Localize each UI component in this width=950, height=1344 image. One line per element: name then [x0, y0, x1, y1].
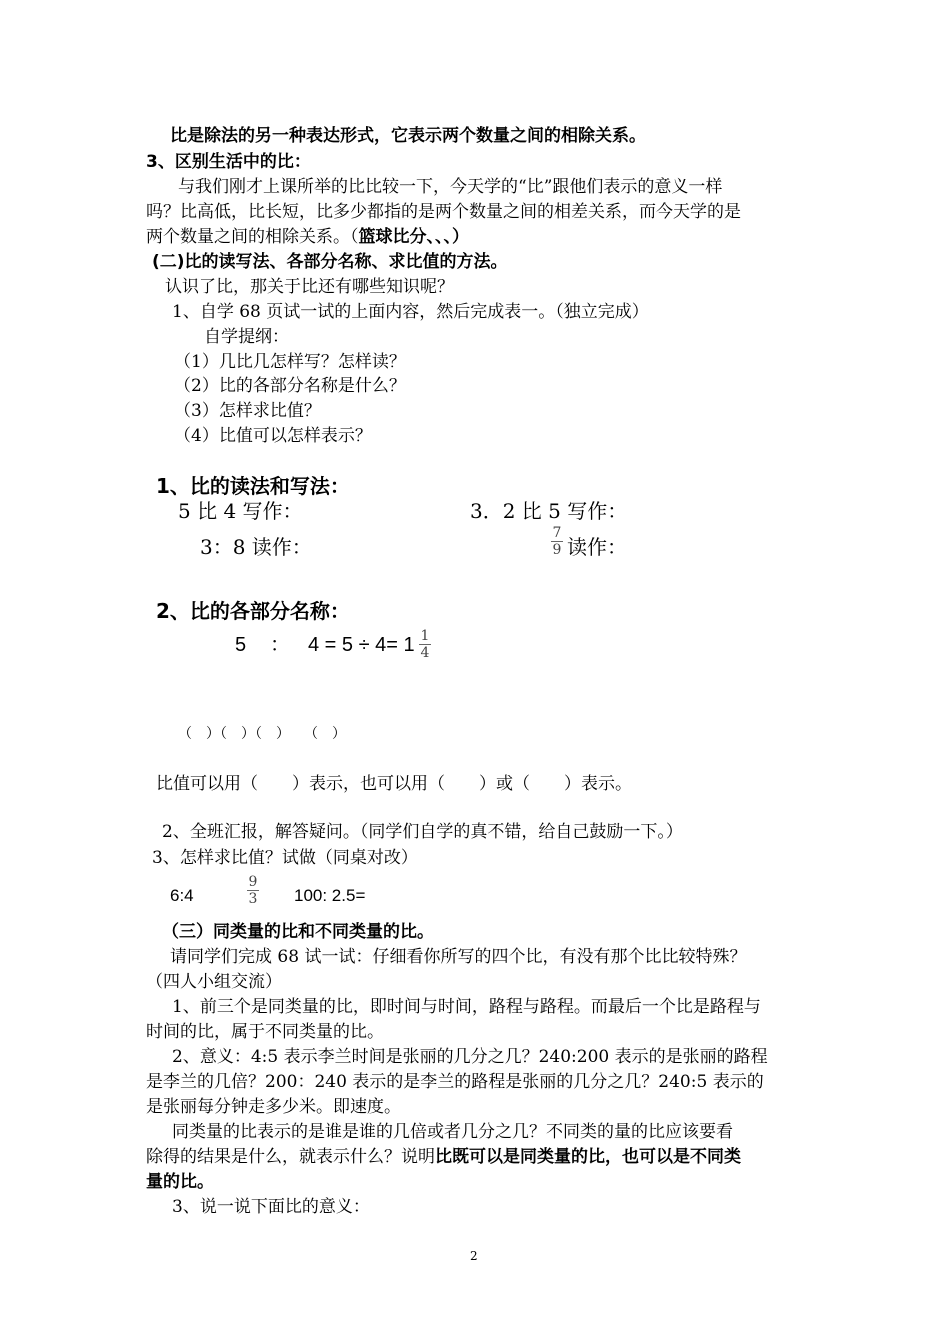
- text-line: 同类量的比表示的是谁是谁的几倍或者几分之几？不同类的量的比应该要看: [172, 1122, 733, 1142]
- equation-text: 4 = 5 ÷ 4= 1: [308, 634, 415, 656]
- section-heading: 3、区别生活中的比：: [146, 152, 311, 172]
- text-line: （4）比值可以怎样表示？: [174, 426, 372, 446]
- text-line: 与我们刚才上课所举的比比较一下，今天学的“比”跟他们表示的意义一样: [178, 177, 723, 197]
- fraction-denominator: 9: [552, 542, 562, 558]
- fraction-seven-ninths: [549, 525, 565, 558]
- text-line: 3、怎样求比值？试做（同桌对改）: [152, 848, 418, 868]
- text-line: 3、说一说下面比的意义：: [172, 1197, 370, 1217]
- text-line: 请同学们完成 68 试一试：仔细看你所写的四个比，有没有那个比比较特殊？: [170, 947, 747, 967]
- text-line: 比值可以用（ ）表示，也可以用（ ）或（ ）表示。: [156, 774, 632, 794]
- text-line: 比是除法的另一种表达形式，它表示两个数量之间的相除关系。: [170, 126, 646, 146]
- section-heading: 1、比的读法和写法：: [156, 474, 350, 498]
- equation-term: 5: [235, 634, 247, 656]
- equation-colon: ：: [270, 634, 290, 656]
- fraction-denominator: 3: [248, 891, 258, 907]
- text-line: 2、全班汇报，解答疑问。（同学们自学的真不错，给自己鼓励一下。）: [162, 822, 683, 842]
- text-line: （3）怎样求比值？: [174, 401, 321, 421]
- text-line: 3．2 比 5 写作：: [470, 499, 628, 523]
- text-line: 读作：: [567, 535, 627, 559]
- text-line: 3：8 读作：: [200, 535, 312, 559]
- text-line: 是李兰的几倍？200：240 表示的是李兰的路程是张丽的几分之几？240:5 表示的: [146, 1072, 764, 1092]
- text-line: 是张丽每分钟走多少米。即速度。: [146, 1097, 401, 1117]
- exercise-item: 6:4: [170, 886, 194, 905]
- fraction-nine-thirds: [246, 874, 260, 907]
- page-number: 2: [470, 1249, 478, 1263]
- text-line: 5 比 4 写作：: [178, 499, 303, 523]
- text-fragment: 除得的结果是什么，就表示什么？说明: [146, 1147, 435, 1167]
- text-line: 1、前三个是同类量的比，即时间与时间，路程与路程。而最后一个比是路程与: [172, 997, 761, 1017]
- text-line: （2）比的各部分名称是什么？: [174, 376, 406, 396]
- text-fragment: 两个数量之间的相除关系。（: [146, 227, 359, 247]
- text-line: [146, 1145, 741, 1169]
- section-heading: （三）同类量的比和不同类量的比。: [162, 922, 434, 942]
- text-bold-fragment: 篮球比分、、、）: [358, 227, 469, 247]
- text-line: 1、自学 68 页试一试的上面内容，然后完成表一。（独立完成）: [172, 302, 649, 322]
- blank-brackets: （ ）（ ）（ ） （ ）: [178, 726, 346, 742]
- text-line: 吗？比高低，比长短，比多少都指的是两个数量之间的相差关系，而今天学的是: [146, 202, 741, 222]
- text-line: [146, 225, 469, 249]
- fraction-one-quarter: [418, 628, 432, 661]
- fraction-numerator: 7: [552, 525, 562, 541]
- section-heading: 2、比的各部分名称：: [156, 599, 350, 623]
- fraction-denominator: 4: [420, 645, 430, 661]
- text-bold-fragment: 比既可以是同类量的比，也可以是不同类: [435, 1147, 741, 1167]
- text-line: 认识了比，那关于比还有哪些知识呢？: [165, 277, 454, 297]
- text-line: （四人小组交流）: [146, 972, 282, 992]
- text-line: 自学提纲：: [204, 327, 289, 347]
- text-line: （1）几比几怎样写？怎样读？: [174, 352, 406, 372]
- exercise-item: 100: 2.5=: [294, 886, 366, 905]
- text-line: 2、意义：4:5 表示李兰时间是张丽的几分之几？240:200 表示的是张丽的路程: [172, 1047, 768, 1067]
- fraction-numerator: 9: [248, 874, 258, 890]
- section-heading: (二)比的读写法、各部分名称、求比值的方法。: [152, 252, 508, 272]
- fraction-numerator: 1: [420, 628, 430, 644]
- text-line: 时间的比，属于不同类量的比。: [146, 1022, 384, 1042]
- text-line: 量的比。: [146, 1172, 214, 1192]
